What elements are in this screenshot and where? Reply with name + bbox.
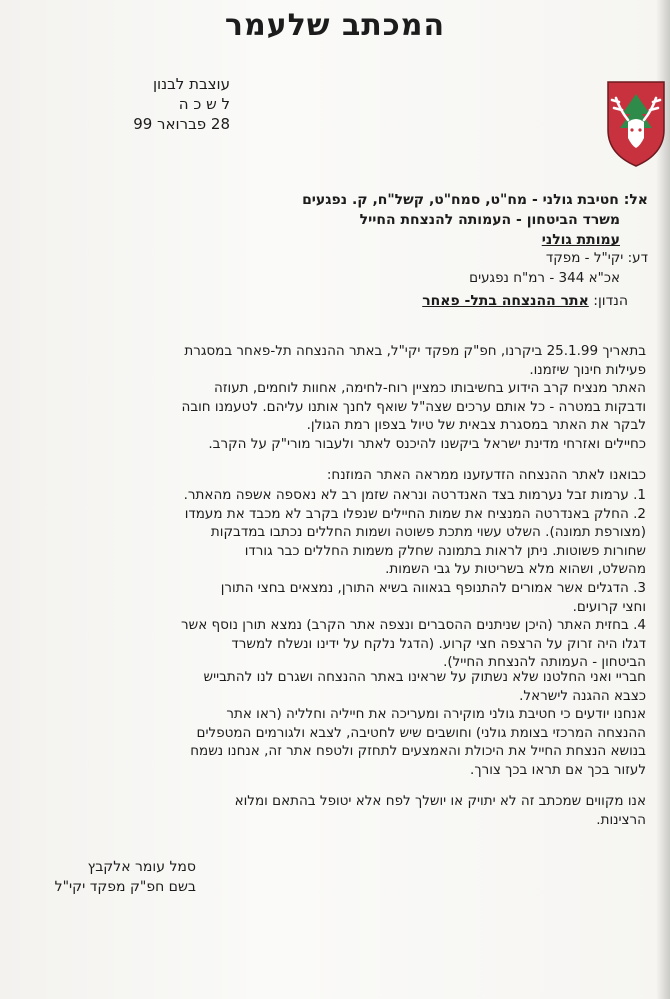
signature-role: בשם חפ"ק מפקד יקי"ל — [54, 879, 196, 895]
paragraph-3-line: ההנצחה המרכזי בצומת גולני) וחושבים שיש לחטיבה, לצבא ולגורמים המטפלים — [196, 724, 646, 741]
paragraph-4-line: אנו מקווים שמכתב זה לא יתויק או יושלך לפח אלא יטופל בהתאם ומלוא — [234, 793, 646, 809]
to-line-1 — [88, 190, 648, 210]
paragraph-4-line: הרצינות. — [596, 811, 646, 828]
letter-title: המכתב שלעמר — [224, 8, 446, 43]
paragraph-1-line: בתאריך 25.1.99 ביקרנו, חפ"ק מפקד יקי"ל, באתר ההנצחה תל-פאחר במסגרת — [184, 343, 646, 359]
list-item-line: וחצי קרועים. — [572, 598, 646, 615]
paragraph-2-intro — [86, 466, 646, 485]
to-label: אל: — [623, 192, 648, 208]
header-unit-block — [30, 74, 230, 134]
list-item-line: 3. הדגלים אשר אמורים להתנופף בגאווה בשיא התורן, נמצאים בחצי התורן — [220, 579, 646, 596]
signature-block — [0, 857, 196, 897]
subject-value: אתר ההנצחה בתל- פאחר — [422, 293, 589, 309]
subject-line — [68, 293, 628, 309]
list-item-line: מהשלט, ושהוא מלא בשריטות על גבי השמות. — [385, 561, 646, 578]
paragraph-1-line: לבקר את האתר במסגרת צבאית של טיול בצפון רמת הגולן. — [306, 417, 646, 434]
header-date: 28 פברואר 99 — [133, 115, 230, 133]
cc-recipient-1: יקי"ל - מפקד — [545, 250, 624, 266]
list-item-line: (מצורפת תמונה). השלט עשוי מתכת פשוטה ושמות החללים נכתבו במדבקות — [210, 524, 646, 541]
paragraph-4 — [86, 792, 646, 829]
paragraph-3-line: חבריי ואני החלטנו שלא נשתוק על שראינו באתר ההנצחה ושגרם לנו להתבייש — [203, 669, 646, 685]
paragraph-1-line: פעילות חינוך שיזמנו. — [529, 361, 646, 378]
paragraph-1-line: כחיילים ואזרחי מדינת ישראל ביקשנו להיכנס לאתר ולעבור מורי"ק על הקרב. — [208, 435, 646, 452]
paragraph-3-line: אנחנו יודעים כי חטיבת גולני מוקירה ומעריכה את חייליה וחלליה (ראו אתר — [226, 706, 646, 723]
golani-emblem-icon — [606, 80, 666, 168]
list-item — [86, 616, 646, 672]
subject-label: הנדון: — [593, 293, 628, 309]
list-item-line: 4. בחזית האתר (היכן שניתנים ההסברים ונצפה אתר הקרב) נמצא תורן נוסף אשר — [181, 617, 646, 634]
to-recipient-2: משרד הביטחון - העמותה להנצחת החייל — [359, 212, 620, 228]
signature-name: סמל עומר אלקבץ — [87, 859, 196, 875]
paragraph-1-line: האתר מנציח קרב הידוע בחשיבותו כמציין רוח-לחימה, אחוות לוחמים, תעוזה — [214, 380, 646, 397]
paragraph-3-line: בנושא הנצחת החייל את היכולת והאמצעים לתחזק ולטפח אתר זה, אנחנו נשמח — [190, 743, 646, 760]
list-item-line: שחורות פשוטות. ניתן לראות בתמונה שחלק משמות החללים כבר גורדו — [244, 542, 646, 559]
paragraph-1 — [86, 342, 646, 454]
list-item — [86, 505, 646, 579]
cc-line-2 — [88, 268, 648, 288]
list-item-line: 2. החלק באנדרטה המנציח את שמות החיילים שנפלו בקרב לא מכבד את מעמדו — [184, 505, 646, 522]
paragraph-3 — [86, 668, 646, 780]
recipients-block — [88, 190, 648, 250]
cc-line-1 — [88, 248, 648, 268]
paragraph-2-intro-line: כבואנו לאתר ההנצחה הזדעזענו ממראה האתר המוזנח: — [326, 467, 646, 483]
cc-label: דע: — [627, 250, 648, 266]
paragraph-1-line: ודבקות במטרה - כל אותם ערכים שצה"ל שואף לחנך אותנו עליהם. לטעמנו חובה — [181, 398, 646, 415]
cc-recipient-2: אכ"א 344 - רמ"ח נפגעים — [469, 270, 620, 286]
list-item-line: דגלו היה זרוק על הרצפה חצי קרוע. (הדגל נלקח על ידינו ונשלח למשרד — [231, 635, 646, 652]
list-item — [86, 486, 646, 505]
list-item — [86, 579, 646, 616]
cc-block — [88, 248, 648, 288]
issues-list — [86, 486, 646, 672]
to-line-3 — [88, 230, 648, 250]
to-recipient-1: חטיבת גולני - מח"ט, סמח"ט, קשל"ח, ק. נפגעים — [302, 192, 619, 208]
to-recipient-3: עמותת גולני — [541, 232, 620, 248]
header-office: ל ש כ ה — [178, 95, 230, 113]
list-item-line: 1. ערמות זבל נערמות בצד האנדרטה ונראה שזמן רב לא נאספה אשפה מהאתר. — [183, 487, 646, 503]
to-line-2 — [88, 210, 648, 230]
paragraph-3-line: כצבא ההגנה לישראל. — [519, 687, 646, 704]
header-unit-name: עוצבת לבנון — [152, 75, 230, 93]
list-item-line: הביטחון - העמותה להנצחת החייל). — [443, 654, 646, 671]
paragraph-3-line: לעזור בכך אם תראו בכך צורך. — [470, 761, 646, 778]
